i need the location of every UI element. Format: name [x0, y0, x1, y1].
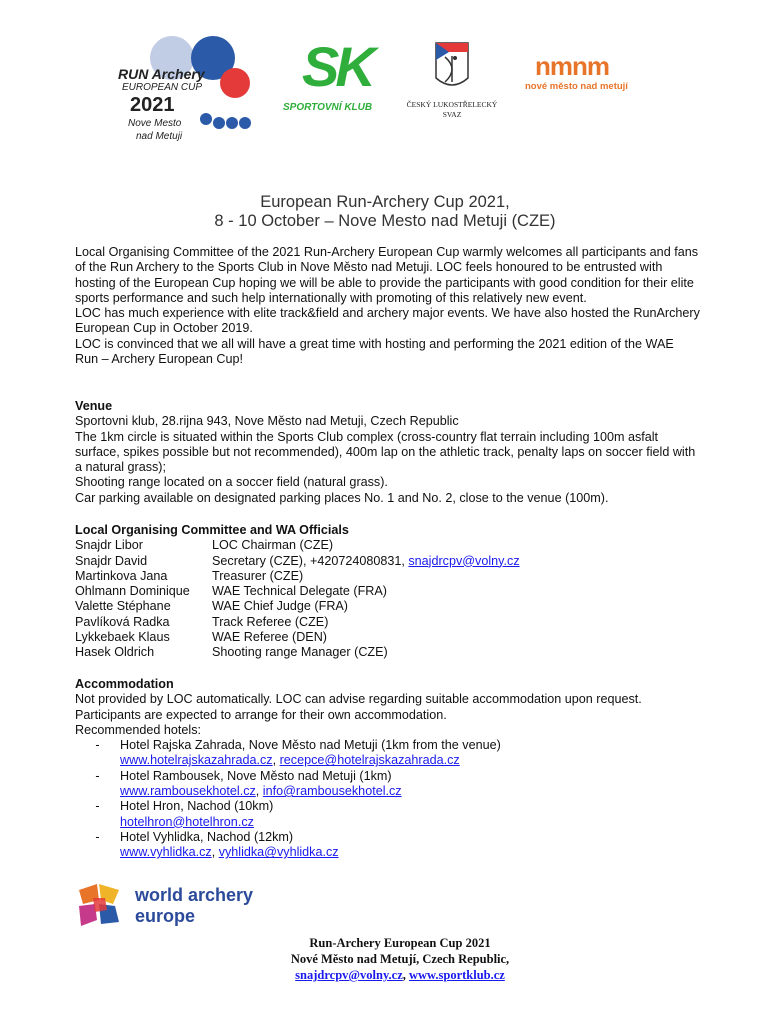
csls-logo — [405, 42, 498, 122]
official-name: Pavlíková Radka — [75, 614, 170, 629]
official-role: WAE Technical Delegate (FRA) — [212, 584, 387, 599]
nmnm-logo-caption: nové město nad metují — [525, 81, 628, 92]
venue-shooting-range: Shooting range located on a soccer field (natural grass). — [75, 475, 388, 490]
official-name: Martinkova Jana — [75, 568, 168, 583]
hotel-web-link[interactable]: www.hotelrajskazahrada.cz — [120, 753, 273, 768]
official-role: Secretary (CZE), +420724080831, — [212, 553, 409, 568]
official-row — [75, 599, 700, 614]
list-dash: - — [95, 829, 100, 844]
link-separator: , — [255, 784, 263, 799]
cup-logo-line3: 2021 — [130, 94, 175, 116]
wae-logo-mark-icon — [75, 882, 125, 930]
official-role: WAE Referee (DEN) — [212, 630, 327, 645]
hotel-item — [75, 738, 700, 769]
venue-parking: Car parking available on designated parking places No. 1 and No. 2, close to the venue (100m). — [75, 490, 609, 505]
intro-paragraph-3: LOC is convinced that we all will have a great time with hosting and performing the 2021 edition of the WAE Run – Archery European Cup! — [75, 336, 674, 367]
official-name: Hasek Oldrich — [75, 645, 155, 660]
footer-web-link[interactable]: www.sportklub.cz — [409, 968, 505, 982]
sk-logo-caption: SPORTOVNÍ KLUB — [283, 102, 373, 113]
official-row — [75, 569, 700, 584]
secretary-email-link[interactable]: snajdrcpv@volny.cz — [408, 553, 520, 568]
official-role: LOC Chairman (CZE) — [212, 538, 334, 553]
list-dash: - — [95, 768, 100, 783]
hotel-email-link[interactable]: info@rambousekhotel.cz — [262, 784, 402, 799]
wae-logo-line2: europe — [135, 906, 196, 926]
official-name: Snajdr David — [75, 553, 148, 568]
venue-section — [75, 399, 700, 506]
link-separator: , — [272, 753, 280, 768]
official-role: Track Referee (CZE) — [212, 614, 329, 629]
recommended-hotels-label: Recommended hotels: — [75, 722, 202, 737]
officials-heading: Local Organising Committee and WA Officials — [75, 523, 349, 537]
hotel-name: Hotel Rajska Zahrada, Nove Město nad Metuji (1km from the venue) — [120, 738, 501, 753]
list-dash: - — [95, 738, 100, 753]
official-row — [75, 615, 700, 630]
wae-logo — [75, 882, 275, 932]
accommodation-note: Not provided by LOC automatically. LOC can advise regarding suitable accommodation upon request. Participants are expected to arrange for their own accommodation. — [75, 692, 642, 722]
hotel-name: Hotel Rambousek, Nove Město nad Metuji (1km) — [120, 768, 392, 783]
official-row — [75, 538, 700, 553]
page-title-line2: 8 - 10 October – Nove Mesto nad Metuji (CZE) — [214, 212, 556, 230]
cup-logo-line4: Nove Mesto — [128, 118, 182, 129]
hotel-web-link[interactable]: www.vyhlidka.cz — [120, 845, 212, 860]
hotel-name: Hotel Vyhlidka, Nachod (12km) — [120, 829, 294, 844]
cup-logo-line2: EUROPEAN CUP — [122, 82, 203, 93]
official-role: Treasurer (CZE) — [212, 568, 304, 583]
footer-email-link[interactable]: snajdrcpv@volny.cz — [295, 968, 403, 982]
intro-paragraph-1: Local Organising Committee of the 2021 Run-Archery European Cup warmly welcomes all participants and fans of the Run Archery to the Sports Club in Nove Město nad Metuji. LOC feels honoured to be entrusted with hosting of the European Cup hoping we will be able to provide the participants with good condition for their elite sports performance and such help internationally with promoting of this relatively new event. — [75, 245, 698, 305]
official-row — [75, 630, 700, 645]
page-title-line1: European Run-Archery Cup 2021, — [260, 193, 510, 211]
link-separator: , — [211, 845, 219, 860]
footer-event-name: Run-Archery European Cup 2021 — [309, 936, 491, 950]
hotel-item — [75, 799, 700, 830]
cup-logo — [110, 20, 270, 150]
official-role: Shooting range Manager (CZE) — [212, 645, 388, 660]
archer-shield-icon — [435, 42, 469, 94]
csls-logo-line1: ČESKÝ LUKOSTŘELECKÝ — [406, 100, 498, 109]
official-name: Ohlmann Dominique — [75, 584, 190, 599]
hotel-email-link[interactable]: recepce@hotelrajskazahrada.cz — [279, 753, 460, 768]
footer — [200, 935, 600, 983]
list-dash: - — [95, 799, 100, 814]
cup-logo-line5: nad Metuji — [136, 131, 183, 142]
nmnm-logo-mark: nmnm — [535, 51, 609, 81]
official-row — [75, 645, 700, 660]
hotel-name: Hotel Hron, Nachod (10km) — [120, 799, 274, 814]
hotel-email-link[interactable]: hotelhron@hotelhron.cz — [120, 814, 254, 829]
official-row — [75, 554, 700, 569]
sk-logo-mark: SK — [302, 35, 372, 98]
accommodation-section — [75, 677, 700, 861]
nmnm-logo — [525, 51, 655, 100]
officials-section — [75, 523, 700, 661]
official-name: Snajdr Libor — [75, 538, 143, 553]
hotel-item — [75, 769, 700, 800]
venue-address: Sportovni klub, 28.rijna 943, Nove Město nad Metuji, Czech Republic — [75, 414, 459, 429]
hotel-email-link[interactable]: vyhlidka@vyhlidka.cz — [218, 845, 339, 860]
footer-separator: , — [402, 968, 409, 982]
footer-location: Nové Město nad Metují, Czech Republic, — [290, 952, 510, 966]
hotel-item — [75, 830, 700, 861]
intro-paragraph-2: LOC has much experience with elite track&field and archery major events. We have also hosted the RunArchery European Cup in October 2019. — [75, 306, 700, 336]
official-role: WAE Chief Judge (FRA) — [212, 599, 349, 614]
venue-heading: Venue — [75, 399, 113, 413]
accommodation-heading: Accommodation — [75, 677, 174, 691]
cup-logo-line1: RUN Archery — [118, 66, 205, 82]
wae-logo-line1: world archery — [135, 885, 254, 905]
sk-logo — [280, 35, 395, 120]
csls-logo-line2: SVAZ — [442, 110, 462, 119]
official-name: Valette Stéphane — [75, 599, 171, 614]
venue-course: The 1km circle is situated within the Sports Club complex (cross-country flat terrain including 100m asfalt surface, spikes possible but not recommended), 400m lap on the athletic track, penalty laps on soccer field with a natural grass); — [75, 429, 696, 475]
hotel-web-link[interactable]: www.rambousekhotel.cz — [120, 784, 256, 799]
official-row — [75, 584, 700, 599]
intro-section — [75, 245, 700, 367]
official-name: Lykkebaek Klaus — [75, 630, 170, 645]
